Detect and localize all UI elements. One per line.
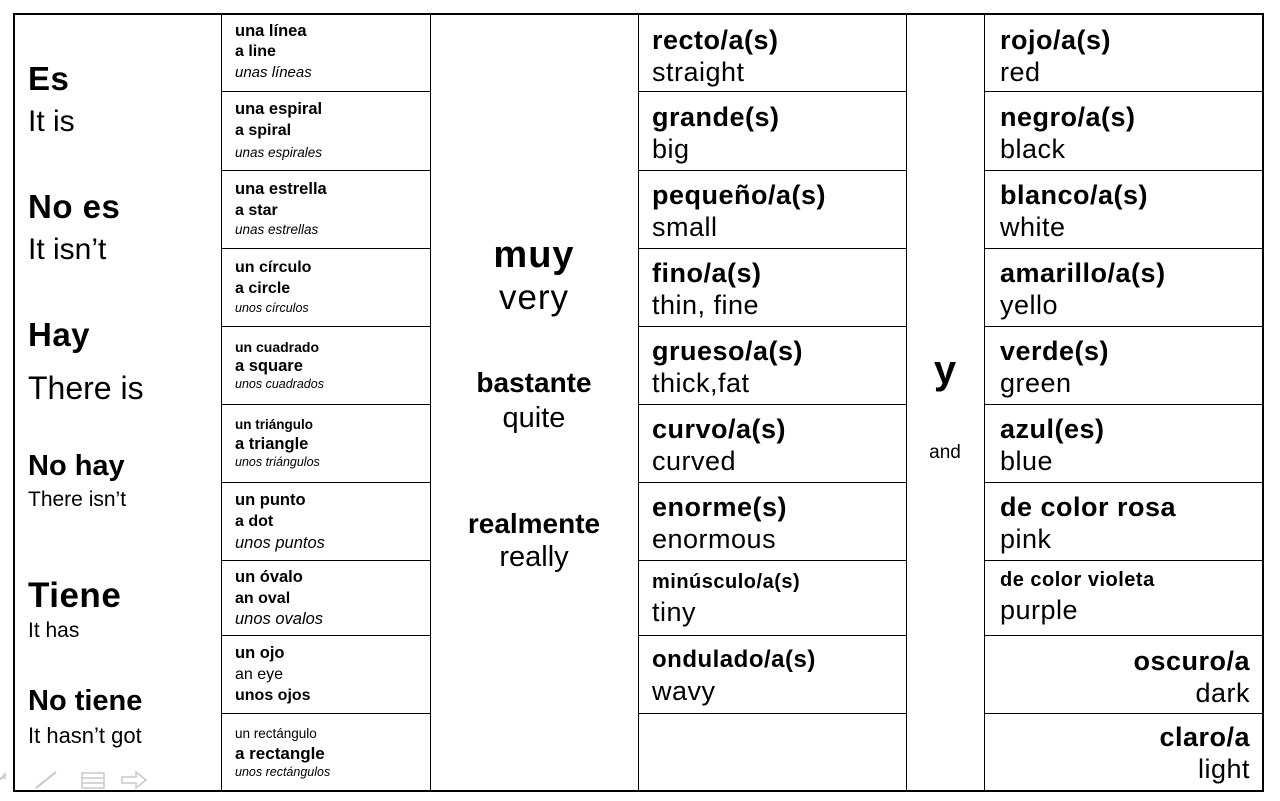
shape-plural: unos ojos xyxy=(235,687,311,704)
adjective-es: grueso/a(s) xyxy=(652,336,804,366)
shape-cell xyxy=(235,21,425,83)
column-divider xyxy=(221,13,222,792)
shape-es: un punto xyxy=(235,491,306,509)
adjective-en: thin, fine xyxy=(652,290,760,320)
colour-cell xyxy=(1000,722,1250,786)
menu-icon[interactable] xyxy=(82,773,104,788)
colour-es: rojo/a(s) xyxy=(1000,25,1112,55)
shape-en: an oval xyxy=(235,590,291,607)
column-divider xyxy=(638,13,639,792)
pen-icon[interactable] xyxy=(36,772,56,788)
shape-cell xyxy=(235,725,425,780)
shape-plural: unos ovalos xyxy=(235,610,324,628)
adjective-cell xyxy=(652,180,882,244)
adjective-es: curvo/a(s) xyxy=(652,414,787,444)
slideshow-toolbar xyxy=(0,766,160,796)
adjective-es: enorme(s) xyxy=(652,492,788,522)
row-divider xyxy=(221,248,430,249)
shape-plural: unos rectángulos xyxy=(235,765,331,779)
colour-en: blue xyxy=(1000,446,1054,476)
shape-cell xyxy=(235,490,425,554)
shape-cell xyxy=(235,567,425,630)
colour-en: yello xyxy=(1000,290,1059,320)
adjective-cell xyxy=(652,102,882,166)
shape-en: a star xyxy=(235,202,278,219)
row-divider xyxy=(638,248,906,249)
row-divider xyxy=(221,326,430,327)
shape-cell xyxy=(235,643,425,706)
shape-es: un rectángulo xyxy=(235,726,317,741)
shape-en: a rectangle xyxy=(235,744,325,763)
row-divider xyxy=(638,326,906,327)
colour-cell xyxy=(1000,492,1255,556)
row-divider xyxy=(638,91,906,92)
adjective-es: recto/a(s) xyxy=(652,25,779,55)
shape-en: a square xyxy=(235,357,303,375)
row-divider xyxy=(984,635,1263,636)
colour-es: claro/a xyxy=(1159,722,1250,752)
row-divider xyxy=(984,404,1263,405)
verb-en: It has xyxy=(28,619,80,642)
row-divider xyxy=(984,482,1263,483)
row-divider xyxy=(984,248,1263,249)
shape-cell xyxy=(235,257,425,316)
intensifier-en: really xyxy=(499,541,569,573)
adjective-cell xyxy=(652,569,882,629)
shape-plural: unos círculos xyxy=(235,301,309,315)
colour-es: azul(es) xyxy=(1000,414,1105,444)
shape-en: an eye xyxy=(235,666,284,683)
verb-es: No es xyxy=(28,188,121,225)
colour-es: de color rosa xyxy=(1000,492,1177,522)
conjunction-es: y xyxy=(933,348,957,392)
intensifier-es: muy xyxy=(493,234,575,276)
verb-es: No hay xyxy=(28,450,125,482)
intensifier-en: quite xyxy=(502,402,566,434)
colour-es: negro/a(s) xyxy=(1000,102,1136,132)
row-divider xyxy=(638,713,906,714)
intensifier-en: very xyxy=(498,278,570,317)
row-divider xyxy=(984,713,1263,714)
row-divider xyxy=(984,91,1263,92)
verb-es: Es xyxy=(28,60,70,97)
adjective-es: pequeño/a(s) xyxy=(652,180,827,210)
shape-plural: unos puntos xyxy=(235,534,325,552)
row-divider xyxy=(221,91,430,92)
adjective-en: enormous xyxy=(652,524,777,554)
verb-en: There is xyxy=(28,370,144,406)
adjective-cell xyxy=(652,336,882,400)
row-divider xyxy=(984,170,1263,171)
row-divider xyxy=(638,170,906,171)
shape-plural: unas líneas xyxy=(235,64,312,81)
adjective-en: wavy xyxy=(652,676,716,706)
row-divider xyxy=(221,713,430,714)
colour-en: green xyxy=(1000,368,1072,398)
shape-es: un cuadrado xyxy=(235,339,320,355)
shape-en: a triangle xyxy=(235,435,309,453)
colour-en: red xyxy=(1000,57,1041,87)
colour-cell xyxy=(1000,414,1230,478)
column-divider xyxy=(984,13,985,792)
row-divider xyxy=(221,404,430,405)
adjective-en: thick,fat xyxy=(652,368,750,398)
row-divider xyxy=(984,326,1263,327)
colour-es: blanco/a(s) xyxy=(1000,180,1149,210)
adjective-es: fino/a(s) xyxy=(652,258,762,288)
colour-en: purple xyxy=(1000,595,1079,625)
adjective-en: straight xyxy=(652,57,745,87)
shape-en: a line xyxy=(235,43,276,60)
row-divider xyxy=(221,170,430,171)
shape-plural: unos triángulos xyxy=(235,455,320,469)
shape-en: a circle xyxy=(235,280,291,297)
adjective-en: tiny xyxy=(652,597,697,627)
colour-cell xyxy=(1000,180,1230,244)
shape-en: a spiral xyxy=(235,122,292,139)
shape-cell xyxy=(235,416,425,470)
shape-es: una línea xyxy=(235,22,307,40)
colour-en: black xyxy=(1000,134,1066,164)
adjective-cell xyxy=(652,258,882,322)
shape-es: una estrella xyxy=(235,180,327,198)
colour-cell xyxy=(1000,258,1230,322)
shape-cell xyxy=(235,179,425,239)
verb-es: No tiene xyxy=(28,685,143,717)
adjective-en: curved xyxy=(652,446,737,476)
shape-cell xyxy=(235,338,425,392)
row-divider xyxy=(638,635,906,636)
intensifier-es: bastante xyxy=(476,367,592,398)
colour-es: amarillo/a(s) xyxy=(1000,258,1166,288)
shape-en: a dot xyxy=(235,513,274,530)
column-divider xyxy=(906,13,907,792)
colour-en: dark xyxy=(1195,678,1250,708)
colour-cell xyxy=(1000,102,1230,166)
verb-en: It isn’t xyxy=(28,233,107,266)
colour-es: verde(s) xyxy=(1000,336,1110,366)
colour-en: light xyxy=(1197,754,1250,784)
adjective-es: minúsculo/a(s) xyxy=(652,571,801,593)
verb-es: Tiene xyxy=(28,576,122,615)
shape-es: un óvalo xyxy=(235,568,303,586)
colour-es: de color violeta xyxy=(1000,569,1155,591)
shape-es: una espiral xyxy=(235,100,323,118)
colour-en: white xyxy=(1000,212,1066,242)
shape-plural: unas estrellas xyxy=(235,222,319,237)
colour-cell xyxy=(1000,25,1230,89)
adjective-cell xyxy=(652,646,882,708)
row-divider xyxy=(221,635,430,636)
adjective-cell xyxy=(652,25,882,89)
colour-cell xyxy=(1000,646,1250,710)
intensifier-es: realmente xyxy=(467,508,601,539)
colour-cell xyxy=(1000,336,1230,400)
row-divider xyxy=(221,560,430,561)
adjective-cell xyxy=(652,414,882,478)
verb-es: Hay xyxy=(28,316,91,353)
verb-en: It hasn’t got xyxy=(28,723,142,748)
adjective-en: small xyxy=(652,212,718,242)
shape-plural: unas espirales xyxy=(235,145,323,160)
shape-cell xyxy=(235,99,425,165)
verb-en: It is xyxy=(28,105,75,138)
row-divider xyxy=(984,560,1263,561)
colour-es: oscuro/a xyxy=(1133,646,1250,676)
verb-en: There isn’t xyxy=(28,488,127,511)
row-divider xyxy=(221,482,430,483)
adjective-es: grande(s) xyxy=(652,102,780,132)
conjunction-en: and xyxy=(929,442,961,463)
shape-plural: unos cuadrados xyxy=(235,377,324,391)
row-divider xyxy=(638,404,906,405)
shape-es: un triángulo xyxy=(235,417,313,432)
shape-es: un círculo xyxy=(235,259,312,276)
row-divider xyxy=(638,482,906,483)
adjective-en: big xyxy=(652,134,690,164)
column-divider xyxy=(430,13,431,792)
row-divider xyxy=(638,560,906,561)
adjective-cell xyxy=(652,492,882,556)
arrow-left-icon[interactable] xyxy=(0,774,5,780)
adjective-es: ondulado/a(s) xyxy=(652,646,816,673)
colour-en: pink xyxy=(1000,524,1052,554)
shape-es: un ojo xyxy=(235,644,285,662)
colour-cell xyxy=(1000,567,1255,627)
arrow-right-icon[interactable] xyxy=(122,772,146,788)
